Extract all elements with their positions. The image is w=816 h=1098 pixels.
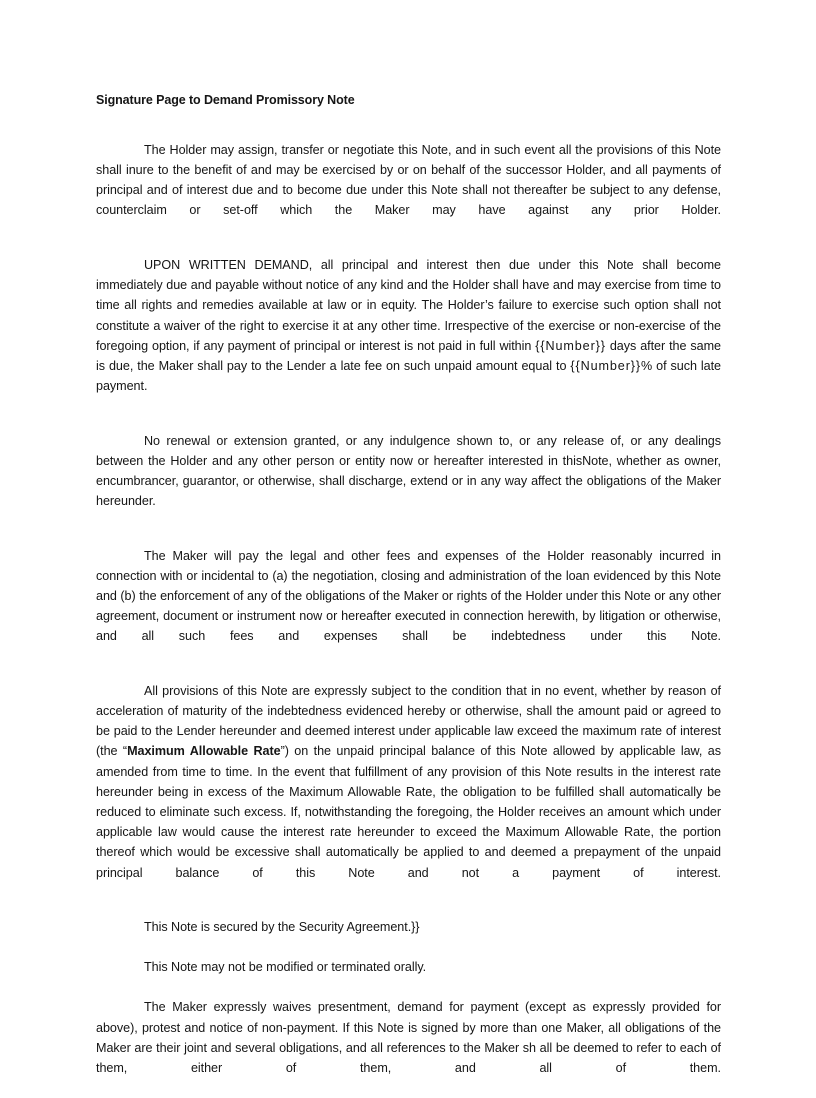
text-run: The Maker expressly waives presentment, demand for payment (except as expressly provided for above), protest and notice of non-payment. If this Note is signed by more than one Maker, all obligations of the Maker are their joint and several obligations, and all references to the Maker sh all be deemed to refer to each of them, either of them, and all of them.	[96, 1000, 721, 1075]
paragraph-maker-pays-fees	[96, 546, 721, 667]
template-token: {{Number}}	[535, 338, 606, 353]
document-body	[96, 92, 721, 1098]
text-run: This Note is secured by the Security Agreement.}}	[144, 919, 420, 934]
page-title: Signature Page to Demand Promissory Note	[96, 93, 355, 107]
text-run: No renewal or extension granted, or any indulgence shown to, or any release of, or any dealings between the Holder and any other person or entity now or hereafter interested in thisNote, whether as owner, encumbrancer, guarantor, or otherwise, shall discharge, extend or in any way affect the obligations of the Maker hereunder.	[96, 433, 721, 509]
text-run: All provisions of this Note are expressly subject to the condition that in no event, whether by reason of acceleration of maturity of the indebtedness evidenced hereby or otherwise, shall the amount paid or agreed to be paid to the Lender hereunder and deemed interest under applicable law exceed the maximum rate of interest (the “	[96, 683, 721, 759]
text-run: UPON WRITTEN DEMAND, all principal and interest then due under this Note shall become immediately due and payable without notice of any kind and the Holder shall have and may exercise from time to time all rights and remedies available at law or in equity. The Holder’s failure to exercise such option shall not constitute a waiver of the right to exercise it at any other time. Irrespective of the exercise or non-exercise of the foregoing option, if any payment of principal or interest is not paid in full within	[96, 257, 721, 353]
defined-term: Maximum Allowable Rate	[127, 744, 281, 759]
paragraph-no-renewal-or-extension	[96, 431, 721, 532]
text-run: % of such late payment.	[96, 358, 722, 394]
title-spacer	[96, 109, 721, 140]
paragraph-upon-written-demand	[96, 255, 721, 417]
text-run: The Maker will pay the legal and other fees and expenses of the Holder reasonably incurred in connection with or incidental to (a) the negotiation, closing and administration of the loan evidenced by this Note and (b) the enforcement of any of the obligations of the Maker or rights of the Holder under this Note or any other agreement, document or instrument now or hereafter executed in connection herewith, by litigation or otherwise, and all such fees and expenses shall be indebtedness under this Note.	[96, 548, 721, 644]
text-run: This Note may not be modified or terminated orally.	[144, 960, 427, 975]
text-run: days after the same is due, the Maker shall pay to the Lender a late fee on such unpaid amount equal to	[96, 338, 721, 373]
text-run: The Holder may assign, transfer or negotiate this Note, and in such event all the provisions of this Note shall inure to the benefit of and may be exercised by or on behalf of the successor Holder, and all payments of principal and of interest due and to become due under this Note shall not thereafter be subject to any defense, counterclaim or set-off which the Maker may have against any prior Holder.	[96, 142, 721, 218]
text-run: ”) on the unpaid principal balance of this Note allowed by applicable law, as amended from time to time. In the event that fulfillment of any provision of this Note results in the interest rate hereunder being in excess of the Maximum Allowable Rate, the obligation to be fulfilled shall automatically be reduced to eliminate such excess. If, notwithstanding the foregoing, the Holder receives an amount which under applicable law would cause the interest rate hereunder to exceed the Maximum Allowable Rate, the portion thereof which would be excessive shall automatically be applied to and deemed a prepayment of the unpaid principal balance of this Note and not a payment of interest.	[96, 744, 721, 880]
paragraph-not-modified-orally	[96, 957, 721, 977]
template-token: {{Number}}	[570, 358, 642, 373]
paragraph-note-secured	[96, 917, 721, 937]
paragraph-maker-waivers	[96, 997, 721, 1098]
paragraph-list	[96, 140, 721, 1098]
paragraph-maximum-allowable-rate	[96, 681, 721, 903]
paragraph-holder-assignment	[96, 140, 721, 241]
